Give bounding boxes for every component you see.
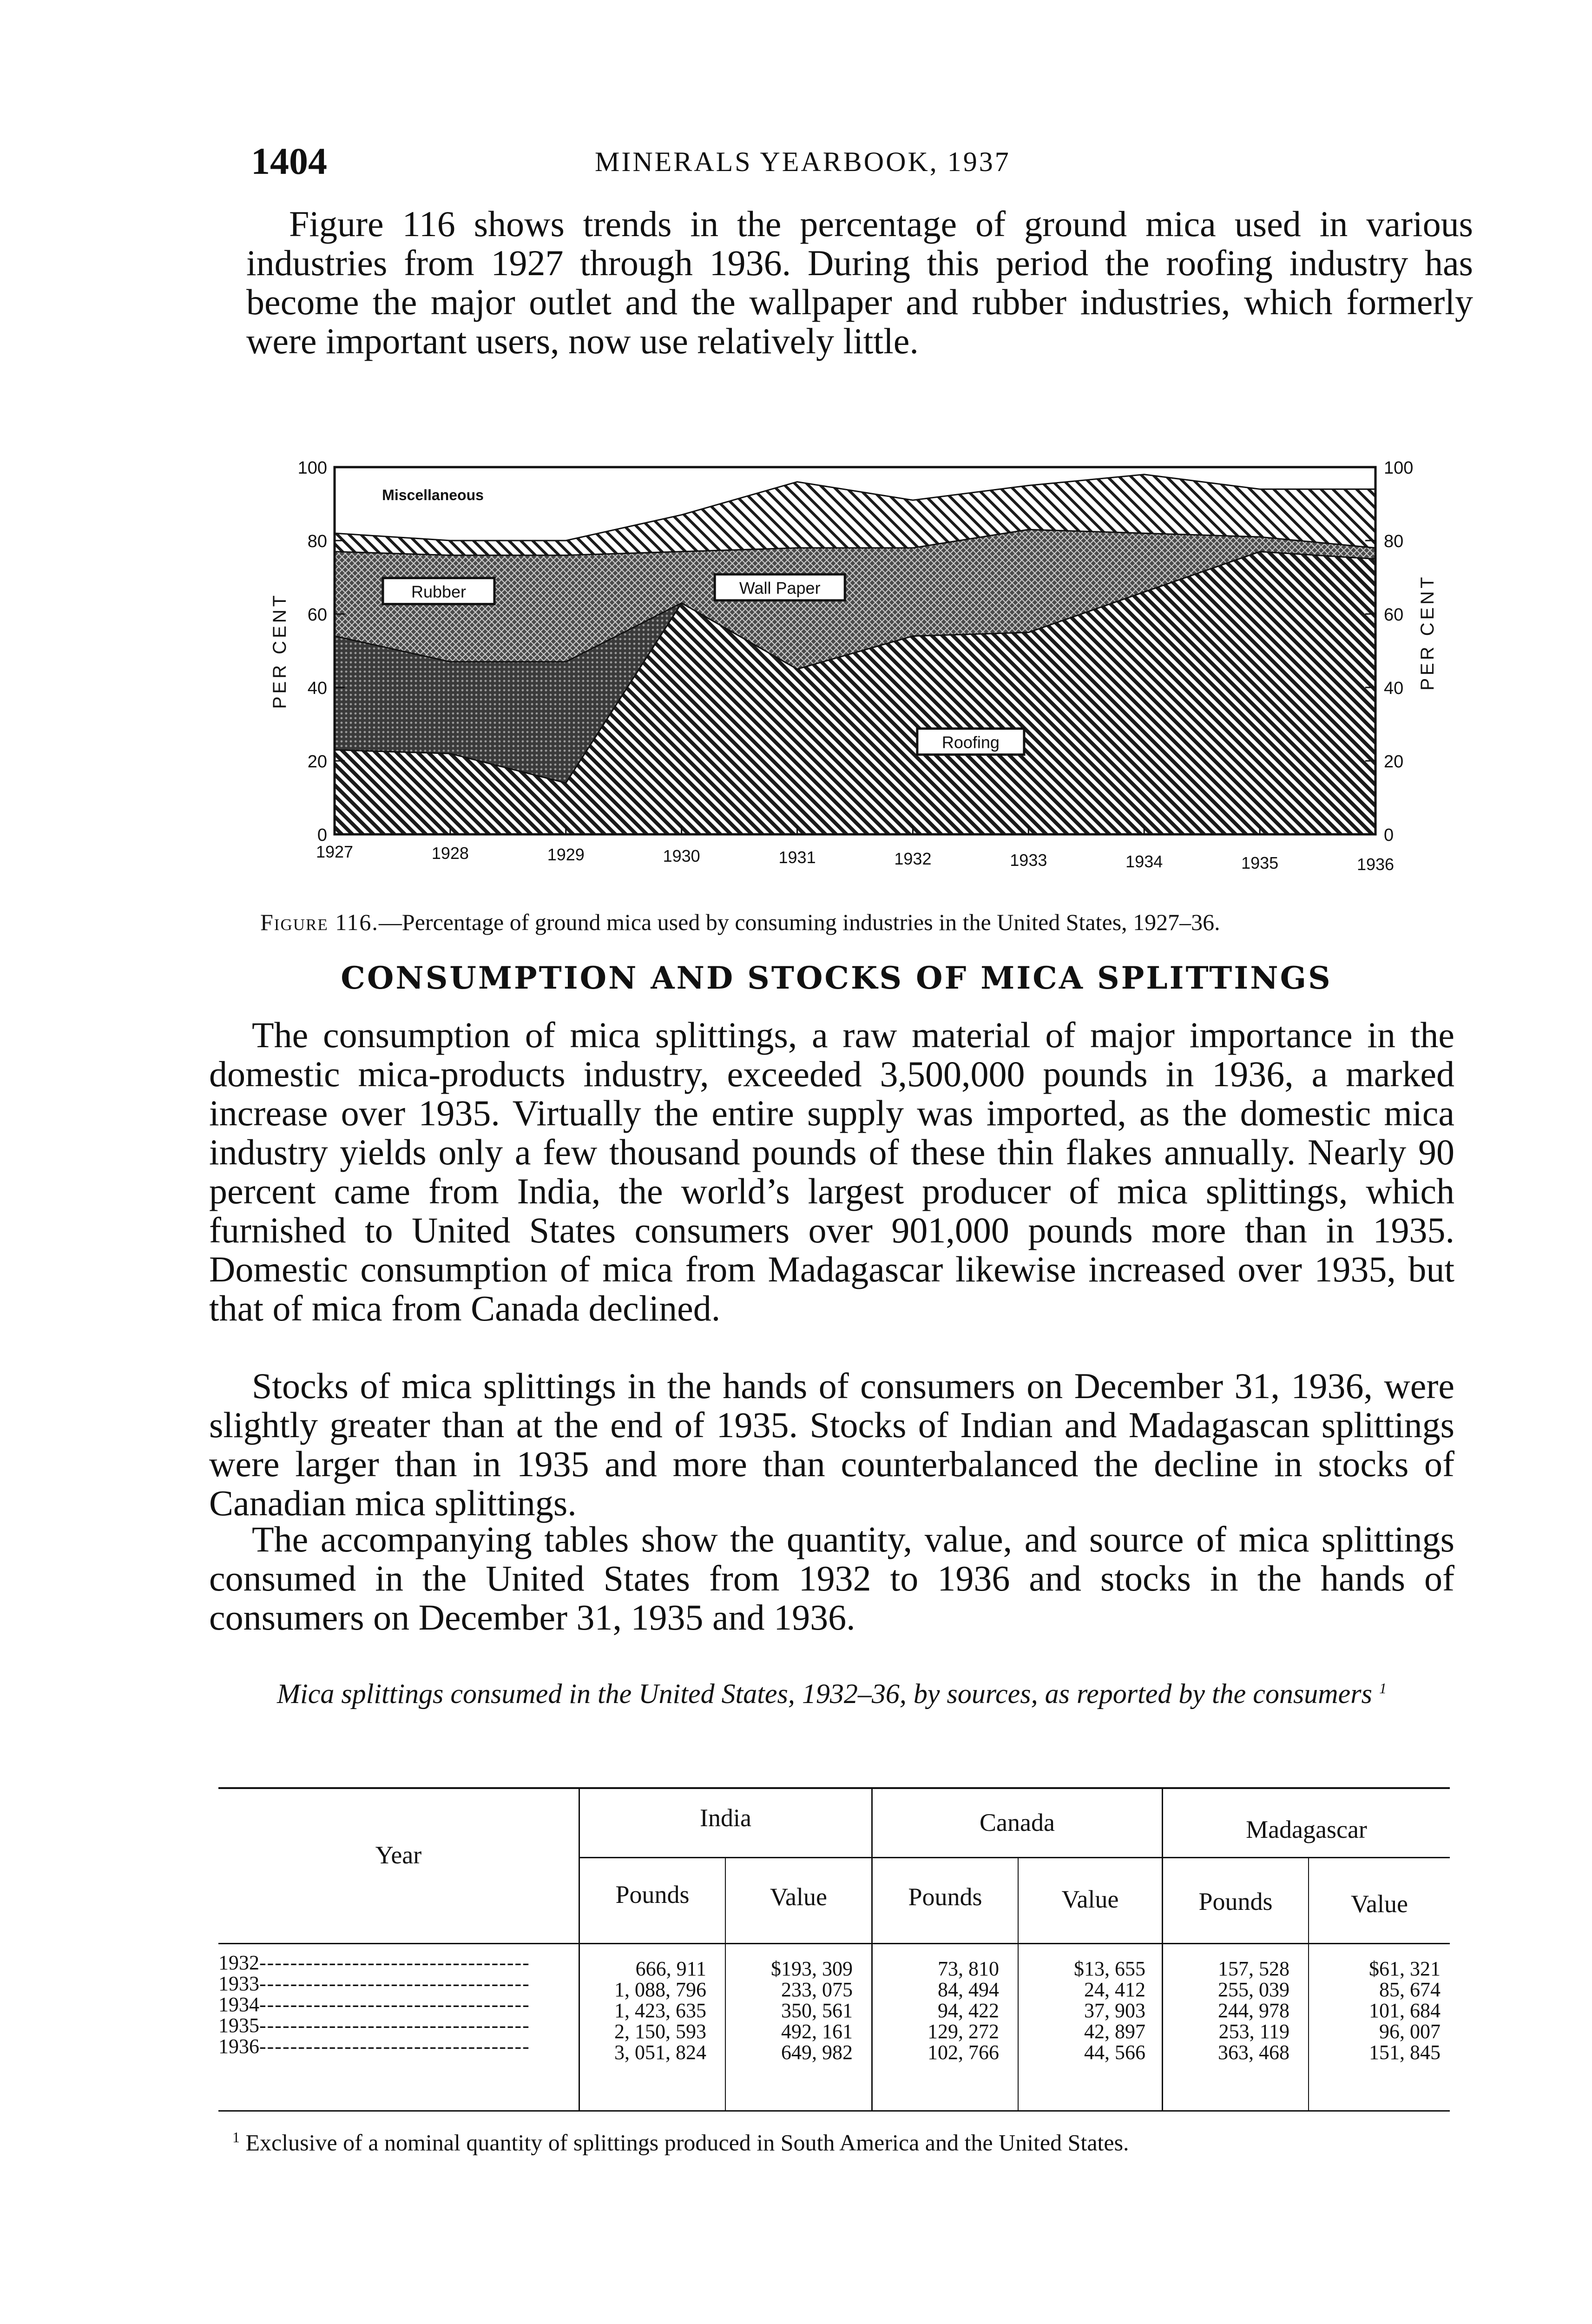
- madagascar-value-column: [1310, 1958, 1441, 2063]
- x-tick-label: 1936: [1356, 855, 1395, 874]
- y-tick-label: 80: [1384, 532, 1404, 551]
- madagascar-pounds-column: [1164, 1958, 1289, 2063]
- canada-value-column: [1020, 1958, 1145, 2063]
- body-paragraph-3: The accompanying tables show the quantity, value, and source of mica splittings consumed in the United States from 1932 to 1936 and stocks in the hands of consumers on December 31, 1935 and 1936.: [209, 1519, 1454, 1637]
- figure-caption-label: Figure 116.: [260, 909, 379, 935]
- subheader-india-pounds: Pounds: [615, 1881, 690, 1908]
- table-bottom-rule: [218, 2110, 1450, 2112]
- series-label-miscellaneous: Miscellaneous: [382, 487, 484, 504]
- table-title: [214, 1673, 1450, 1709]
- y-tick-label: 100: [297, 458, 327, 478]
- table-cell: 255, 039: [1218, 1978, 1289, 2001]
- table-cell: 102, 766: [928, 2041, 999, 2064]
- figure-116-chart: [251, 446, 1468, 902]
- table-header-bottom-rule: [218, 1943, 1450, 1944]
- year-column-header: Year: [375, 1841, 422, 1869]
- footnote-text: Exclusive of a nominal quantity of splittings produced in South America and the United States.: [245, 2129, 1129, 2156]
- table-cell: 244, 978: [1218, 1999, 1289, 2022]
- x-tick-label: 1930: [663, 846, 700, 865]
- group-header-india: India: [700, 1804, 751, 1832]
- table-cell: 151, 845: [1369, 2041, 1441, 2064]
- series-label-wall-paper: Wall Paper: [739, 578, 821, 598]
- table-cell: 37, 903: [1084, 1999, 1145, 2022]
- table-cell: $193, 309: [771, 1957, 853, 1980]
- y-tick-label: 0: [317, 825, 327, 845]
- table-cell: 1, 423, 635: [614, 1999, 706, 2022]
- table-cell: 649, 982: [781, 2041, 853, 2064]
- figure-caption: [260, 909, 1450, 936]
- table-cell: $13, 655: [1074, 1957, 1145, 1980]
- table-footnote: [232, 2129, 1487, 2156]
- x-tick-label: 1934: [1125, 852, 1163, 871]
- table-cell: 363, 468: [1218, 2041, 1289, 2064]
- body-paragraph-1: The consumption of mica splittings, a raw material of major importance in the domestic mica-products industry, exceeded 3,500,000 pounds in 1936, a marked increase over 1935. Virtually the entire supply was imported, as the domestic mica industry yields only a few thousand pounds of these thin flakes annually. Nearly 90 percent came from India, the world’s largest producer of mica splittings, which furnished to United States consumers over 901,000 pounds more than in 1935. Domestic consumption of mica from Madagascar likewise increased over 1935, but that of mica from Canada declined.: [209, 1015, 1454, 1328]
- table-cell: 3, 051, 824: [614, 2041, 706, 2064]
- table-cell: 101, 684: [1369, 1999, 1441, 2022]
- table-cell: 73, 810: [938, 1957, 999, 1980]
- series-label-roofing: Roofing: [941, 733, 1000, 752]
- series-label-rubber: Rubber: [411, 582, 467, 601]
- table-cell: 42, 897: [1084, 2020, 1145, 2043]
- journal-title: MINERALS YEARBOOK, 1937: [595, 146, 1011, 177]
- x-tick-label: 1928: [431, 844, 469, 863]
- table-top-rule: [218, 1787, 1450, 1789]
- india-value-column: [727, 1958, 853, 2063]
- y-tick-label: 40: [1384, 679, 1404, 698]
- x-tick-label: 1927: [316, 842, 354, 861]
- section-heading: CONSUMPTION AND STOCKS OF MICA SPLITTINGS: [341, 960, 1332, 996]
- table-cell: 2, 150, 593: [614, 2020, 706, 2043]
- table-row-year: 1936-----------------------------------: [218, 2036, 530, 2057]
- subheader-canada-value: Value: [1061, 1885, 1119, 1913]
- table-cell: 1, 088, 796: [614, 1978, 706, 2001]
- table-cell: 24, 412: [1084, 1978, 1145, 2001]
- table-cell: 666, 911: [635, 1957, 706, 1980]
- running-head: [251, 139, 1459, 191]
- subheader-madagascar-pounds: Pounds: [1198, 1888, 1273, 1915]
- stacked-area-chart: [251, 446, 1468, 902]
- subheader-madagascar-value: Value: [1351, 1890, 1408, 1918]
- table-cell: 129, 272: [928, 2020, 999, 2043]
- intro-paragraph: Figure 116 shows trends in the percentage of ground mica used in various industries from 1927 through 1936. During this period the roofing industry has become the major outlet and the wallpaper and rubber industries, which formerly were important users, now use relatively little.: [246, 204, 1473, 361]
- y-tick-label: 40: [307, 679, 327, 698]
- footnote-mark: 1: [232, 2129, 240, 2146]
- canada-pounds-column: [874, 1958, 999, 2063]
- table-title-text: Mica splittings consumed in the United States, 1932–36, by sources, as reported by the consumers: [277, 1678, 1372, 1709]
- subheader-canada-pounds: Pounds: [908, 1883, 982, 1911]
- y-tick-label: 100: [1384, 458, 1414, 478]
- table-title-footnote-mark: 1: [1379, 1680, 1387, 1697]
- table-cell: 84, 494: [938, 1978, 999, 2001]
- y-axis-label: PER CENT: [270, 592, 290, 709]
- figure-caption-text: —Percentage of ground mica used by consuming industries in the United States, 1927–36.: [378, 909, 1220, 935]
- y-tick-label: 20: [307, 752, 327, 772]
- area-layer: [335, 475, 1375, 834]
- table-cell: 96, 007: [1379, 2020, 1441, 2043]
- table-cell: 253, 119: [1218, 2020, 1289, 2043]
- table-group-rule: [579, 1857, 1450, 1858]
- y-tick-label: 0: [1384, 825, 1394, 845]
- table-row-year: 1934-----------------------------------: [218, 1994, 530, 2015]
- table-cell: 157, 528: [1218, 1957, 1289, 1980]
- table-col-divider: [579, 1787, 580, 2110]
- india-pounds-column: [581, 1958, 706, 2063]
- body-paragraph-2: Stocks of mica splittings in the hands of consumers on December 31, 1936, were slightly greater than at the end of 1935. Stocks of Indian and Madagascan splittings were larger than in 1935 and more than counterbalanced the decline in stocks of Canadian mica splittings.: [209, 1366, 1454, 1523]
- group-header-madagascar: Madagascar: [1246, 1816, 1367, 1843]
- table-cell: 350, 561: [781, 1999, 853, 2022]
- table-cell: 44, 566: [1084, 2041, 1145, 2064]
- table-cell: 85, 674: [1379, 1978, 1441, 2001]
- x-tick-label: 1935: [1241, 853, 1279, 872]
- y-tick-label: 20: [1384, 752, 1404, 772]
- x-tick-label: 1933: [1010, 851, 1047, 870]
- table-row-year: 1935-----------------------------------: [218, 2015, 530, 2036]
- x-tick-label: 1932: [894, 849, 932, 868]
- group-header-canada: Canada: [980, 1809, 1055, 1836]
- x-tick-label: 1929: [547, 845, 585, 864]
- table-cell: 94, 422: [938, 1999, 999, 2022]
- subheader-india-value: Value: [770, 1883, 827, 1911]
- y-tick-label: 80: [307, 532, 327, 551]
- x-tick-label: 1931: [778, 848, 816, 867]
- table-cell: 492, 161: [781, 2020, 853, 2043]
- y-tick-label: 60: [307, 605, 327, 625]
- y-tick-label: 60: [1384, 605, 1404, 625]
- year-column: [218, 1952, 585, 2057]
- table-cell: $61, 321: [1369, 1957, 1441, 1980]
- table-row-year: 1933-----------------------------------: [218, 1973, 530, 1994]
- table-cell: 233, 075: [781, 1978, 853, 2001]
- table-row-year: 1932-----------------------------------: [218, 1952, 530, 1973]
- y-axis-label: PER CENT: [1417, 574, 1438, 691]
- page-number: 1404: [251, 140, 327, 182]
